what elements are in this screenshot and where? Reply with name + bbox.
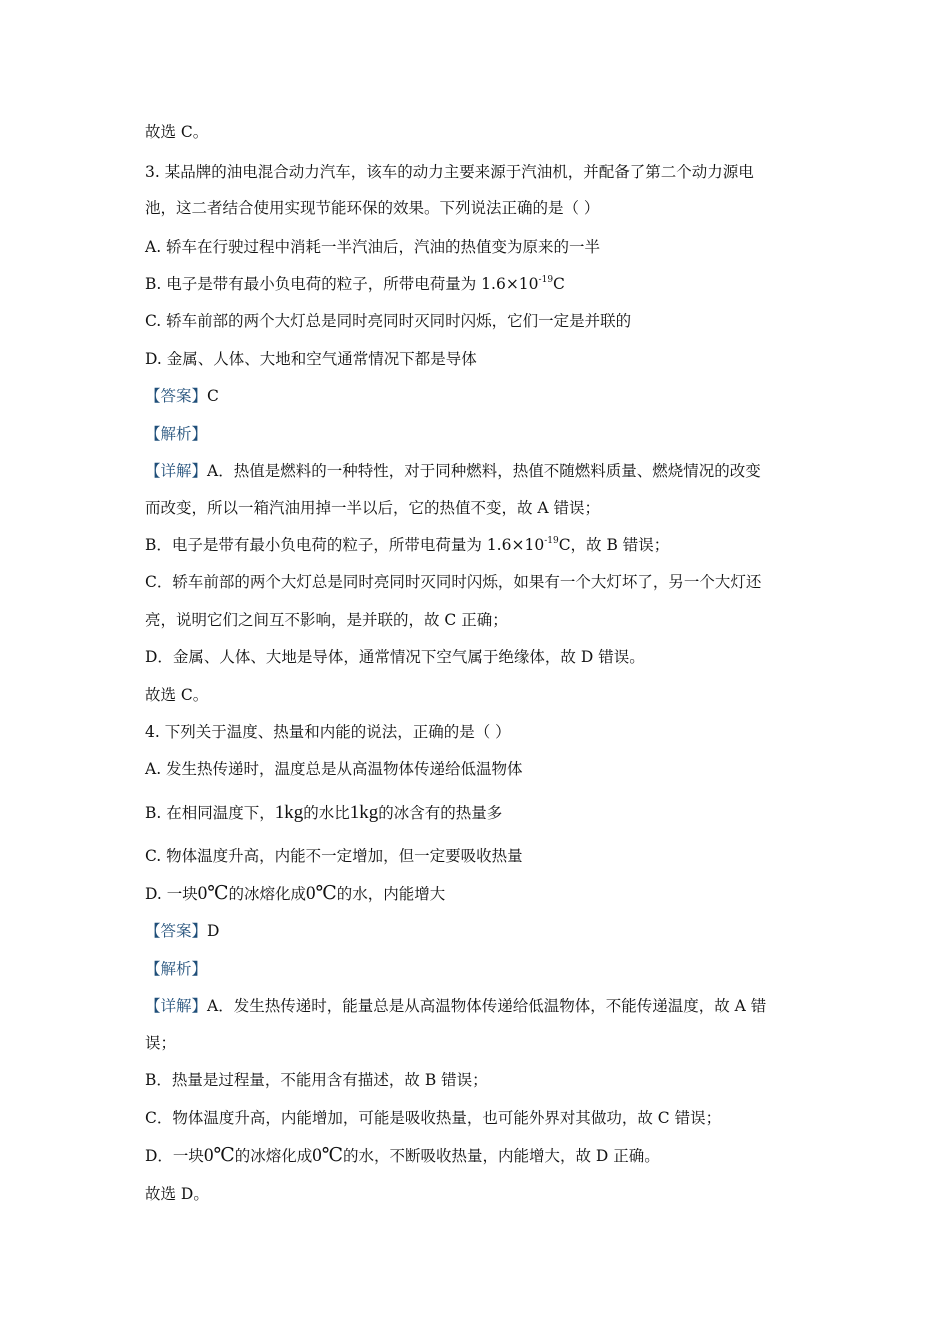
q4-option-c: C. 物体温度升高，内能不一定增加，但一定要吸收热量 bbox=[145, 847, 523, 865]
q4-option-d-text3: 的水，内能增大 bbox=[336, 885, 446, 903]
q3-detail-line6: D．金属、人体、大地是导体，通常情况下空气属于绝缘体，故 D 错误。 bbox=[145, 648, 645, 666]
q4-conclusion: 故选 D。 bbox=[145, 1185, 209, 1203]
q4-option-b-text2: 的水比 bbox=[303, 804, 350, 822]
q3-detail-line3-tail: C，故 B 错误； bbox=[558, 536, 670, 554]
q4-option-a: A. 发生热传递时，温度总是从高温物体传递给低温物体 bbox=[145, 760, 523, 778]
q4-detail-line5-text2: 的冰熔化成 bbox=[234, 1147, 313, 1165]
q4-option-b-mass1: 1kg bbox=[274, 802, 304, 823]
q3-option-b-exponent: -19 bbox=[538, 275, 554, 285]
q3-conclusion: 故选 C。 bbox=[145, 686, 209, 704]
q4-answer-value: D bbox=[207, 922, 220, 940]
q3-stem-line1: 3. 某品牌的油电混合动力汽车，该车的动力主要来源于汽油机，并配备了第二个动力源电 bbox=[145, 163, 754, 181]
q4-option-b-text1: B. 在相同温度下， bbox=[145, 804, 275, 822]
q4-detail-line5 bbox=[145, 1145, 660, 1167]
q3-detail-line3 bbox=[145, 534, 669, 556]
q4-detail-line3: B．热量是过程量，不能用含有描述，故 B 错误； bbox=[145, 1071, 488, 1089]
q3-answer bbox=[145, 385, 219, 407]
q3-option-c: C. 轿车前部的两个大灯总是同时亮同时灭同时闪烁，它们一定是并联的 bbox=[145, 312, 632, 330]
conclusion-q2: 故选 C。 bbox=[145, 123, 209, 141]
q3-answer-value: C bbox=[207, 387, 219, 405]
q3-answer-label: 【答案】 bbox=[145, 387, 208, 405]
q3-detail-line3-text: B．电子是带有最小负电荷的粒子，所带电荷量为 1.6×10 bbox=[145, 536, 545, 554]
q4-detail-line5-text3: 的水，不断吸收热量，内能增大，故 D 正确。 bbox=[342, 1147, 660, 1165]
q4-option-d-text2: 的冰熔化成 bbox=[228, 885, 307, 903]
q4-option-d-temp1: 0℃ bbox=[197, 883, 229, 904]
q4-option-b-text3: 的冰含有的热量多 bbox=[378, 804, 503, 822]
q4-analysis-label: 【解析】 bbox=[145, 960, 208, 978]
q4-option-d-text1: D. 一块 bbox=[145, 885, 198, 903]
q4-option-b bbox=[145, 802, 502, 824]
q3-detail-line2: 而改变，所以一箱汽油用掉一半以后，它的热值不变，故 A 错误； bbox=[145, 499, 601, 517]
q3-detail-line1 bbox=[145, 460, 761, 482]
q3-option-d: D. 金属、人体、大地和空气通常情况下都是导体 bbox=[145, 350, 477, 368]
q3-detail-line3-exponent: -19 bbox=[544, 536, 559, 546]
q4-detail-line5-temp1: 0℃ bbox=[203, 1145, 235, 1166]
q3-detail-text: A．热值是燃料的一种特性，对于同种燃料，热值不随燃料质量、燃烧情况的改变 bbox=[207, 462, 761, 480]
q4-detail-line4: C．物体温度升高，内能增加，可能是吸收热量，也可能外界对其做功，故 C 错误； bbox=[145, 1109, 722, 1127]
q4-option-d-temp2: 0℃ bbox=[306, 883, 337, 904]
q4-detail-text: A．发生热传递时，能量总是从高温物体传递给低温物体，不能传递温度，故 A 错 bbox=[207, 997, 767, 1015]
q4-detail-line2: 误； bbox=[145, 1034, 177, 1052]
q3-option-a: A. 轿车在行驶过程中消耗一半汽油后，汽油的热值变为原来的一半 bbox=[145, 238, 601, 256]
q4-answer-label: 【答案】 bbox=[145, 922, 208, 940]
q3-analysis-label: 【解析】 bbox=[145, 425, 208, 443]
q3-stem-line2: 池，这二者结合使用实现节能环保的效果。下列说法正确的是（ ） bbox=[145, 199, 600, 217]
q4-option-d bbox=[145, 883, 445, 905]
q3-option-b-unit: C bbox=[553, 275, 565, 293]
q3-detail-line5: 亮，说明它们之间互不影响，是并联的，故 C 正确； bbox=[145, 611, 508, 629]
q3-option-b bbox=[145, 273, 565, 295]
q4-answer bbox=[145, 920, 219, 942]
q4-detail-line1 bbox=[145, 995, 766, 1017]
q4-option-b-mass2: 1kg bbox=[349, 802, 379, 823]
q3-option-b-text: B. 电子是带有最小负电荷的粒子，所带电荷量为 1.6×10 bbox=[145, 275, 539, 293]
q4-detail-line5-temp2: 0℃ bbox=[312, 1145, 343, 1166]
q4-stem: 4. 下列关于温度、热量和内能的说法，正确的是（ ） bbox=[145, 723, 511, 741]
q3-detail-label: 【详解】 bbox=[145, 462, 208, 480]
q3-detail-line4: C．轿车前部的两个大灯总是同时亮同时灭同时闪烁，如果有一个大灯坏了，另一个大灯还 bbox=[145, 573, 762, 591]
q4-detail-line5-text1: D．一块 bbox=[145, 1147, 204, 1165]
q4-detail-label: 【详解】 bbox=[145, 997, 208, 1015]
